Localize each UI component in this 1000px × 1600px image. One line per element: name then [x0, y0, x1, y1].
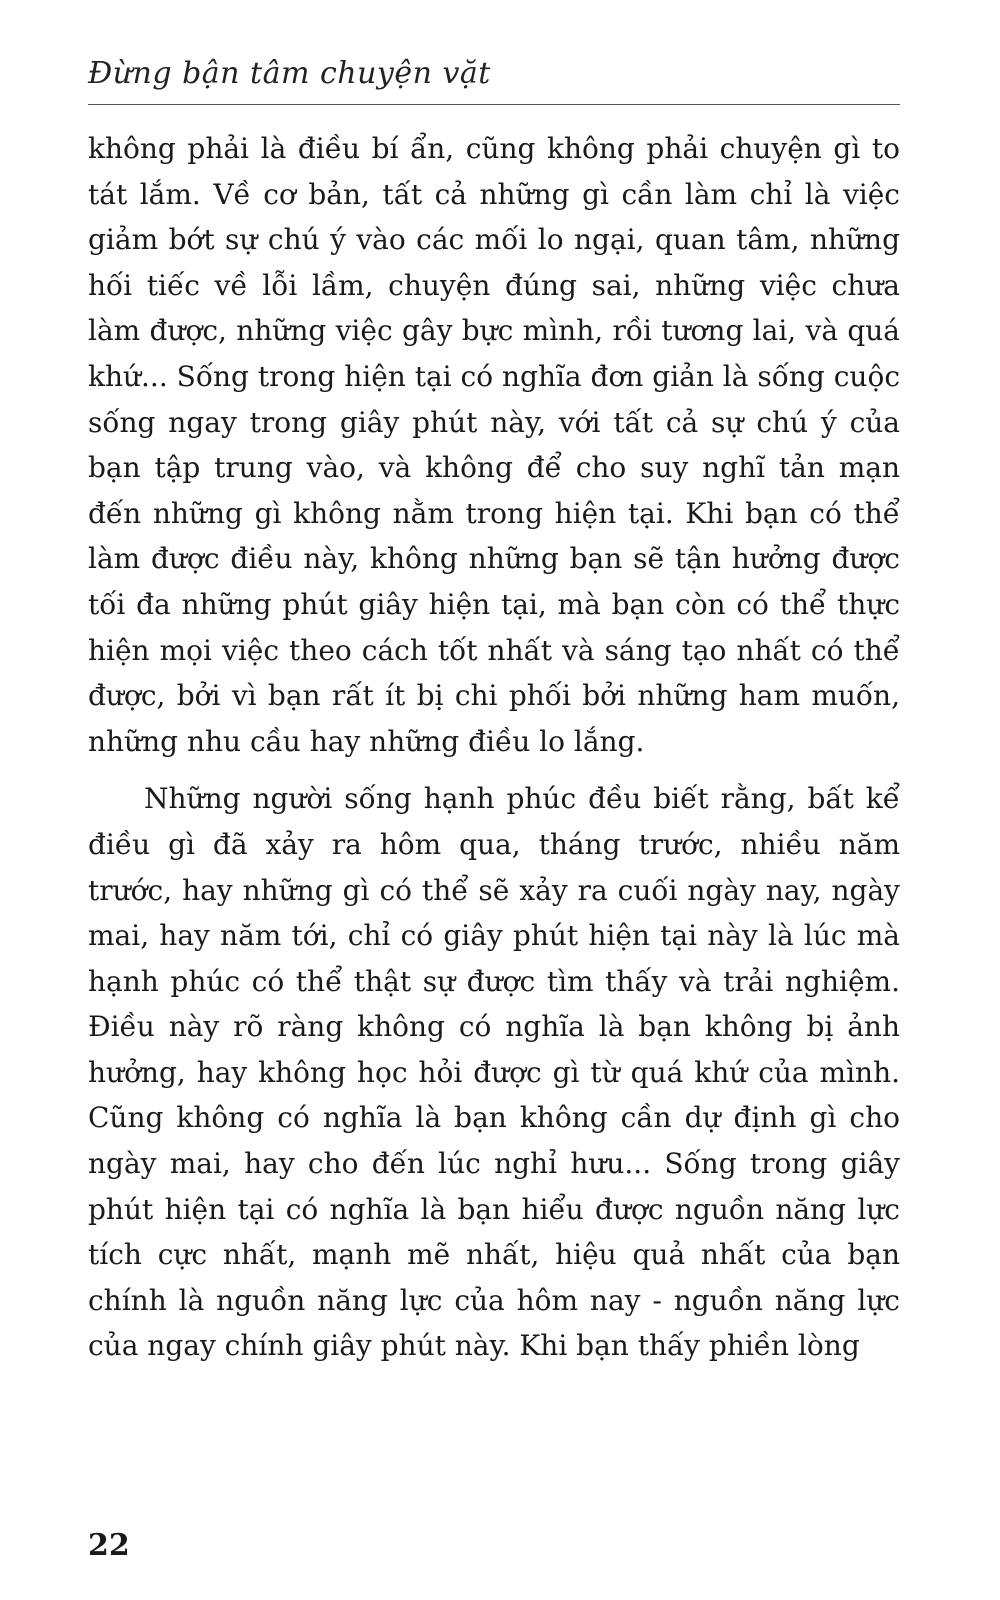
- running-header: [88, 52, 900, 105]
- page-number: 22: [88, 1528, 130, 1563]
- paragraph: Những người sống hạnh phúc đều biết rằng, bất kể điều gì đã xảy ra hôm qua, tháng trước, nhiều năm trước, hay những gì có thể sẽ xảy ra cuối ngày nay, ngày mai, hay năm tới, chỉ có giây phút hiện tại này là lúc mà hạnh phúc có thể thật sự được tìm thấy và trải nghiệm. Điều này rõ ràng không có nghĩa là bạn không bị ảnh hưởng, hay không học hỏi được gì từ quá khứ của mình. Cũng không có nghĩa là bạn không cần dự định gì cho ngày mai, hay cho đến lúc nghỉ hưu... Sống trong giây phút hiện tại có nghĩa là bạn hiểu được nguồn năng lực tích cực nhất, mạnh mẽ nhất, hiệu quả nhất của bạn chính là nguồn năng lực của hôm nay - nguồn năng lực của ngay chính giây phút này. Khi bạn thấy phiền lòng: [88, 782, 900, 1363]
- body-text: [88, 126, 900, 1369]
- paragraph-continued: không phải là điều bí ẩn, cũng không phải chuyện gì to tát lắm. Về cơ bản, tất cả những gì cần làm chỉ là việc giảm bớt sự chú ý vào các mối lo ngại, quan tâm, những hối tiếc về lỗi lầm, chuyện đúng sai, những việc chưa làm được, những việc gây bực mình, rồi tương lai, và quá khứ... Sống trong hiện tại có nghĩa đơn giản là sống cuộc sống ngay trong giây phút này, với tất cả sự chú ý của bạn tập trung vào, và không để cho suy nghĩ tản mạn đến những gì không nằm trong hiện tại. Khi bạn có thể làm được điều này, không những bạn sẽ tận hưởng được tối đa những phút giây hiện tại, mà bạn còn có thể thực hiện mọi việc theo cách tốt nhất và sáng tạo nhất có thể được, bởi vì bạn rất ít bị chi phối bởi những ham muốn, những nhu cầu hay những điều lo lắng.: [88, 132, 900, 758]
- running-title: Đừng bận tâm chuyện vặt: [88, 56, 491, 91]
